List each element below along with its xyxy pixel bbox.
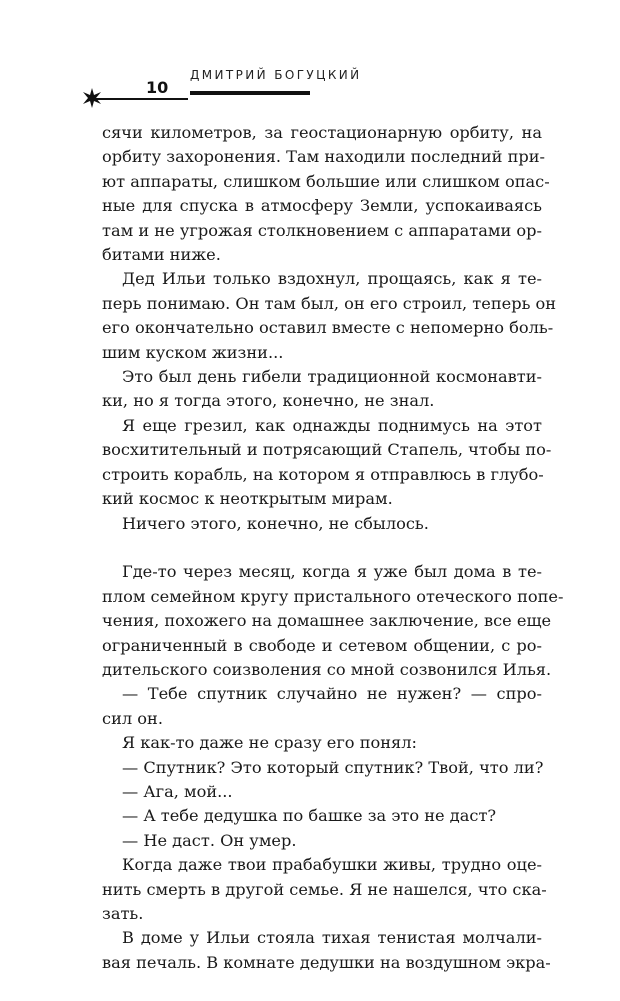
text-line: дительского соизволения со мной созвонился Илья. — [102, 659, 552, 679]
text-line: — А тебе дедушка по башке за это не даст? — [122, 806, 497, 826]
text-line: орбиту захоронения. Там находили последний при- — [102, 147, 546, 167]
text-line: — Ага, мой... — [122, 781, 233, 801]
text-line: строить корабль, на котором я отправлюсь в глубо- — [102, 464, 544, 484]
running-header — [82, 60, 362, 110]
text-line: плом семейном кругу пристального отеческого попе- — [102, 586, 564, 606]
author-name: ДМИТРИЙ БОГУЦКИЙ — [190, 68, 362, 82]
text-line: В доме у Ильи стояла тихая тенистая молчали- — [122, 928, 542, 948]
text-line: сячи километров, за геостационарную орбиту, на — [102, 123, 542, 142]
text-line: зать. — [102, 903, 144, 923]
text-line: вая печаль. В комнате дедушки на воздушном экра- — [102, 952, 551, 972]
header-rule-thin — [94, 98, 188, 100]
text-line: перь понимаю. Он там был, он его строил, теперь он — [102, 293, 557, 313]
text-line: Когда даже твои прабабушки живы, трудно оце- — [122, 855, 542, 875]
text-line: — Тебе спутник случайно не нужен? — спро- — [122, 684, 542, 704]
text-line: Это был день гибели традиционной космонавти- — [122, 367, 542, 387]
text-line: кий космос к неоткрытым мирам. — [102, 489, 393, 509]
text-line: ограниченный в свободе и сетевом общении, с ро- — [102, 635, 542, 655]
text-line: Я еще грезил, как однажды поднимусь на этот — [122, 415, 542, 435]
text-line: шим куском жизни... — [102, 342, 284, 362]
page-number: 10 — [146, 78, 169, 97]
text-line: Я как-то даже не сразу его понял: — [122, 733, 417, 753]
text-line: Ничего этого, конечно, не сбылось. — [122, 513, 429, 533]
text-line: ют аппараты, слишком большие или слишком опас- — [102, 171, 550, 191]
text-line: его окончательно оставил вместе с непомерно боль- — [102, 318, 554, 338]
body-text — [102, 121, 564, 975]
text-line: ки, но я тогда этого, конечно, не знал. — [102, 391, 435, 411]
text-line: — Спутник? Это который спутник? Твой, что ли? — [122, 757, 544, 777]
section-break — [102, 536, 542, 560]
text-line: нить смерть в другой семье. Я не нашелся, что ска- — [102, 879, 547, 899]
text-line: сил он. — [102, 708, 163, 728]
text-line: чения, похожего на домашнее заключение, все еще — [102, 611, 552, 631]
text-line: ные для спуска в атмосферу Земли, успокаиваясь — [102, 196, 542, 216]
header-rule-thick — [190, 91, 310, 95]
text-line: там и не угрожая столкновением с аппаратами ор- — [102, 220, 542, 240]
text-line: восхитительный и потрясающий Стапель, чтобы по- — [102, 440, 552, 460]
text-line: Где-то через месяц, когда я уже был дома в те- — [122, 562, 542, 582]
text-line: Дед Ильи только вздохнул, прощаясь, как я те- — [122, 269, 542, 289]
text-line: — Не даст. Он умер. — [122, 830, 297, 850]
text-line: битами ниже. — [102, 245, 221, 265]
